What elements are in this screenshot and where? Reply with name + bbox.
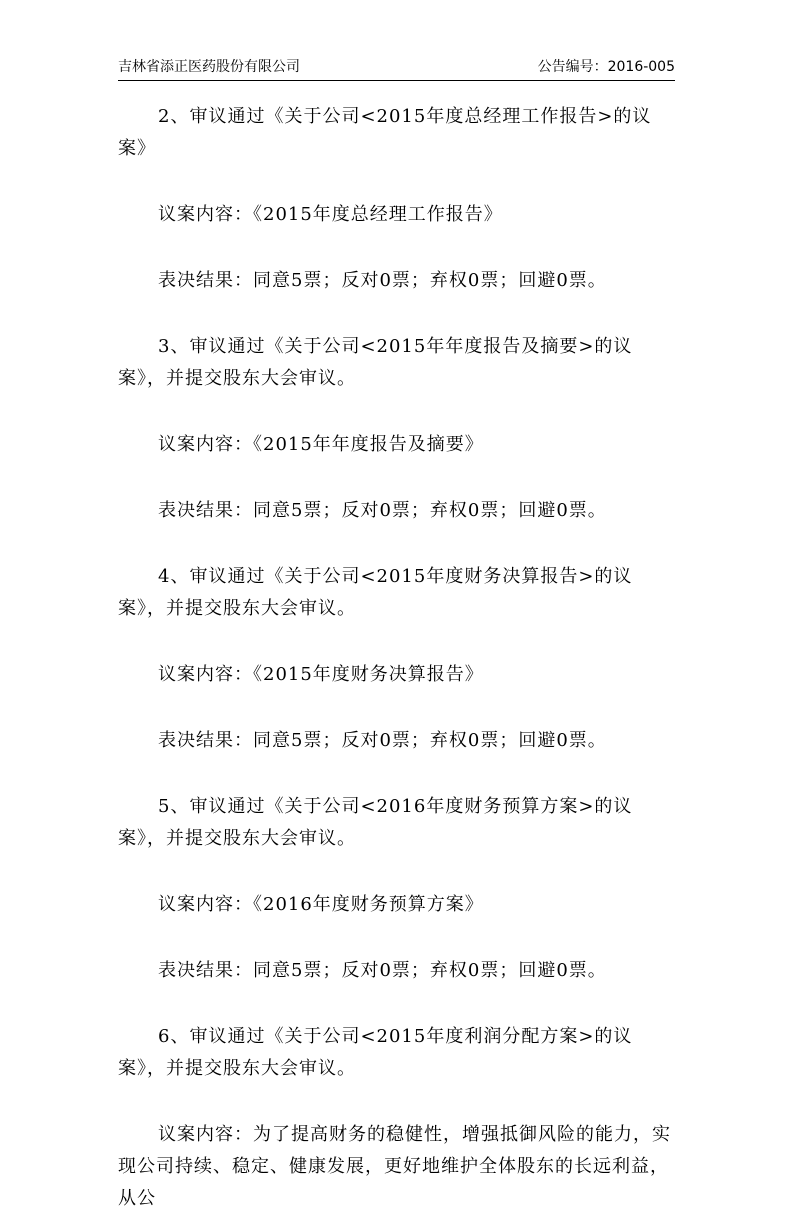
resolution-2-vote: 表决结果：同意5票；反对0票；弃权0票；回避0票。 bbox=[158, 270, 607, 291]
company-name: 吉林省添正医药股份有限公司 bbox=[118, 59, 300, 75]
resolution-4-content: 议案内容：《2015年度财务决算报告》 bbox=[158, 664, 484, 685]
resolution-5-content: 议案内容：《2016年度财务预算方案》 bbox=[158, 894, 484, 915]
resolution-3-content: 议案内容：《2015年年度报告及摘要》 bbox=[158, 434, 484, 455]
resolution-2-content: 议案内容：《2015年度总经理工作报告》 bbox=[158, 204, 503, 225]
resolution-4-vote: 表决结果：同意5票；反对0票；弃权0票；回避0票。 bbox=[158, 730, 607, 751]
resolution-3-title: 3、审议通过《关于公司<2015年年度报告及摘要>的议案》，并提交股东大会审议。 bbox=[118, 336, 633, 389]
notice-number: 公告编号：2016-005 bbox=[537, 59, 675, 75]
resolution-4-title: 4、审议通过《关于公司<2015年度财务决算报告>的议案》，并提交股东大会审议。 bbox=[118, 566, 633, 619]
page-header bbox=[118, 57, 675, 81]
resolution-5-title: 5、审议通过《关于公司<2016年度财务预算方案>的议案》，并提交股东大会审议。 bbox=[118, 796, 633, 849]
resolution-3-vote: 表决结果：同意5票；反对0票；弃权0票；回避0票。 bbox=[158, 500, 607, 521]
resolution-5-vote: 表决结果：同意5票；反对0票；弃权0票；回避0票。 bbox=[158, 960, 607, 981]
resolution-6-title: 6、审议通过《关于公司<2015年度利润分配方案>的议案》，并提交股东大会审议。 bbox=[118, 1026, 633, 1079]
document-body bbox=[118, 101, 675, 1215]
resolution-6-content: 议案内容：为了提高财务的稳健性，增强抵御风险的能力，实现公司持续、稳定、健康发展，更好地维护全体股东的长远利益，从公 bbox=[118, 1124, 671, 1209]
resolution-2-title: 2、审议通过《关于公司<2015年度总经理工作报告>的议案》 bbox=[118, 106, 652, 159]
header-divider bbox=[118, 80, 675, 81]
